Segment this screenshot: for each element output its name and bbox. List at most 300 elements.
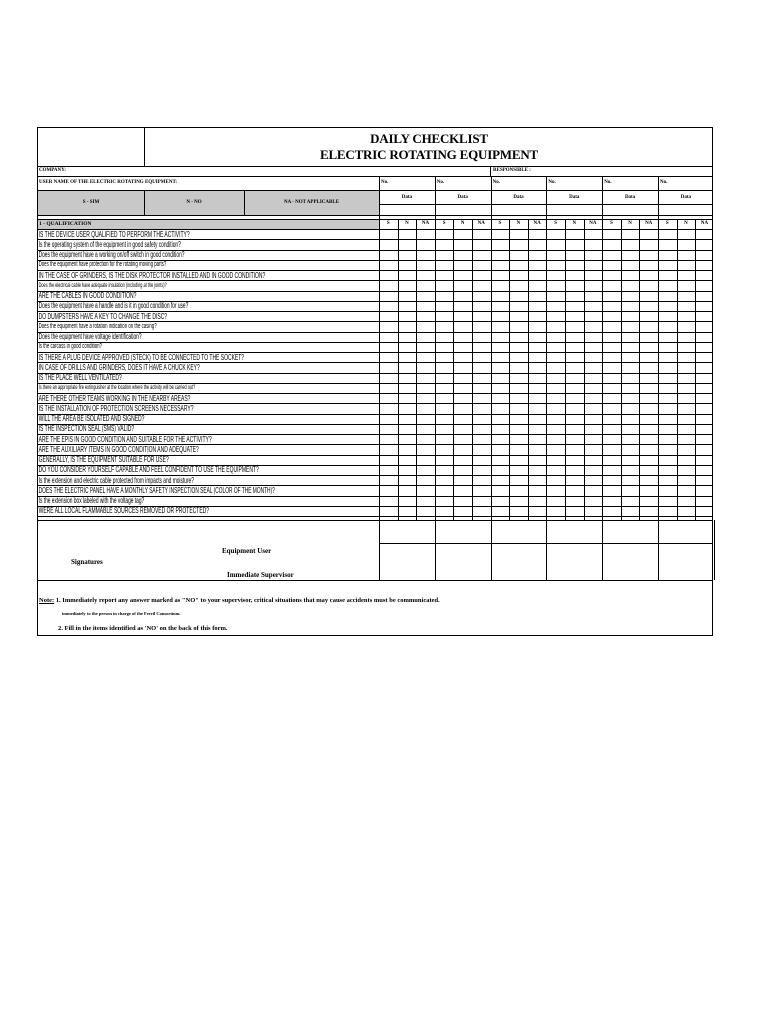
answer-cell[interactable] [435,362,454,372]
answer-cell[interactable] [546,260,565,270]
answer-cell[interactable] [565,434,584,444]
answer-cell[interactable] [639,393,658,403]
answer-cell[interactable] [677,403,696,413]
answer-cell[interactable] [491,239,510,249]
answer-cell[interactable] [546,414,565,424]
answer-cell[interactable] [677,280,696,290]
answer-cell[interactable] [453,301,472,311]
answer-cell[interactable] [379,475,398,485]
answer-cell[interactable] [379,393,398,403]
answer-cell[interactable] [584,465,603,475]
answer-cell[interactable] [491,465,510,475]
answer-cell[interactable] [639,229,658,239]
answer-cell[interactable] [416,301,435,311]
answer-cell[interactable] [398,475,417,485]
answer-cell[interactable] [435,403,454,413]
answer-cell[interactable] [398,250,417,260]
answer-cell[interactable] [528,291,547,301]
answer-cell[interactable] [677,414,696,424]
answer-cell[interactable] [398,260,417,270]
answer-cell[interactable] [453,250,472,260]
answer-cell[interactable] [416,414,435,424]
answer-cell[interactable] [453,311,472,321]
answer-cell[interactable] [509,342,528,352]
signature-user-field[interactable] [658,520,714,543]
answer-cell[interactable] [379,465,398,475]
answer-cell[interactable] [677,342,696,352]
answer-cell[interactable] [435,485,454,495]
answer-cell[interactable] [658,291,677,301]
answer-cell[interactable] [379,383,398,393]
answer-cell[interactable] [565,444,584,454]
answer-cell[interactable] [584,301,603,311]
answer-cell[interactable] [491,424,510,434]
answer-cell[interactable] [639,434,658,444]
answer-cell[interactable] [602,485,621,495]
answer-cell[interactable] [658,270,677,280]
answer-cell[interactable] [677,239,696,249]
answer-cell[interactable] [677,444,696,454]
answer-cell[interactable] [621,260,640,270]
answer-cell[interactable] [602,496,621,506]
answer-cell[interactable] [677,373,696,383]
answer-cell[interactable] [435,321,454,331]
answer-cell[interactable] [602,342,621,352]
answer-cell[interactable] [416,444,435,454]
answer-cell[interactable] [584,393,603,403]
answer-cell[interactable] [435,291,454,301]
answer-cell[interactable] [677,455,696,465]
answer-cell[interactable] [546,455,565,465]
answer-cell[interactable] [509,332,528,342]
answer-cell[interactable] [546,506,565,516]
answer-cell[interactable] [416,496,435,506]
answer-cell[interactable] [435,383,454,393]
answer-cell[interactable] [584,280,603,290]
answer-cell[interactable] [435,311,454,321]
answer-cell[interactable] [621,424,640,434]
answer-cell[interactable] [602,455,621,465]
answer-cell[interactable] [695,239,714,249]
answer-cell[interactable] [658,444,677,454]
answer-cell[interactable] [546,301,565,311]
answer-cell[interactable] [546,485,565,495]
answer-cell[interactable] [491,506,510,516]
answer-cell[interactable] [379,291,398,301]
answer-cell[interactable] [491,280,510,290]
answer-cell[interactable] [639,301,658,311]
answer-cell[interactable] [658,465,677,475]
answer-cell[interactable] [416,455,435,465]
answer-cell[interactable] [565,321,584,331]
answer-cell[interactable] [491,414,510,424]
answer-cell[interactable] [658,424,677,434]
answer-cell[interactable] [435,250,454,260]
answer-cell[interactable] [435,455,454,465]
answer-cell[interactable] [677,383,696,393]
answer-cell[interactable] [639,291,658,301]
answer-cell[interactable] [453,239,472,249]
answer-cell[interactable] [677,434,696,444]
answer-cell[interactable] [528,465,547,475]
answer-cell[interactable] [398,229,417,239]
answer-cell[interactable] [546,352,565,362]
answer-cell[interactable] [621,362,640,372]
answer-cell[interactable] [379,301,398,311]
answer-cell[interactable] [677,424,696,434]
answer-cell[interactable] [472,393,491,403]
answer-cell[interactable] [398,239,417,249]
answer-cell[interactable] [546,311,565,321]
answer-cell[interactable] [658,332,677,342]
answer-cell[interactable] [453,403,472,413]
answer-cell[interactable] [677,311,696,321]
answer-cell[interactable] [546,239,565,249]
answer-cell[interactable] [546,496,565,506]
answer-cell[interactable] [453,229,472,239]
answer-cell[interactable] [658,311,677,321]
signature-supervisor-field[interactable] [658,543,714,580]
answer-cell[interactable] [416,352,435,362]
answer-cell[interactable] [509,321,528,331]
answer-cell[interactable] [509,362,528,372]
answer-cell[interactable] [695,270,714,280]
answer-cell[interactable] [621,291,640,301]
answer-cell[interactable] [565,352,584,362]
answer-cell[interactable] [546,424,565,434]
answer-cell[interactable] [584,342,603,352]
answer-cell[interactable] [435,373,454,383]
answer-cell[interactable] [379,424,398,434]
answer-cell[interactable] [398,496,417,506]
answer-cell[interactable] [491,373,510,383]
answer-cell[interactable] [398,301,417,311]
answer-cell[interactable] [528,362,547,372]
answer-cell[interactable] [453,373,472,383]
answer-cell[interactable] [602,414,621,424]
answer-cell[interactable] [435,342,454,352]
answer-cell[interactable] [453,352,472,362]
answer-cell[interactable] [621,475,640,485]
answer-cell[interactable] [379,270,398,280]
answer-cell[interactable] [602,239,621,249]
answer-cell[interactable] [528,373,547,383]
answer-cell[interactable] [677,475,696,485]
answer-cell[interactable] [602,229,621,239]
answer-cell[interactable] [584,250,603,260]
answer-cell[interactable] [677,485,696,495]
answer-cell[interactable] [565,311,584,321]
answer-cell[interactable] [398,280,417,290]
answer-cell[interactable] [491,362,510,372]
answer-cell[interactable] [546,321,565,331]
answer-cell[interactable] [528,434,547,444]
answer-cell[interactable] [472,485,491,495]
answer-cell[interactable] [472,444,491,454]
answer-cell[interactable] [398,403,417,413]
answer-cell[interactable] [658,260,677,270]
answer-cell[interactable] [491,311,510,321]
answer-cell[interactable] [509,239,528,249]
answer-cell[interactable] [602,280,621,290]
answer-cell[interactable] [472,455,491,465]
answer-cell[interactable] [472,414,491,424]
answer-cell[interactable] [491,321,510,331]
answer-cell[interactable] [677,465,696,475]
answer-cell[interactable] [472,465,491,475]
answer-cell[interactable] [602,301,621,311]
answer-cell[interactable] [602,475,621,485]
answer-cell[interactable] [677,260,696,270]
answer-cell[interactable] [435,229,454,239]
answer-cell[interactable] [416,393,435,403]
answer-cell[interactable] [398,342,417,352]
answer-cell[interactable] [658,301,677,311]
answer-cell[interactable] [602,465,621,475]
answer-cell[interactable] [565,260,584,270]
answer-cell[interactable] [472,270,491,280]
answer-cell[interactable] [528,239,547,249]
answer-cell[interactable] [491,229,510,239]
answer-cell[interactable] [658,250,677,260]
answer-cell[interactable] [546,291,565,301]
answer-cell[interactable] [565,475,584,485]
answer-cell[interactable] [565,465,584,475]
answer-cell[interactable] [453,496,472,506]
answer-cell[interactable] [639,362,658,372]
answer-cell[interactable] [472,373,491,383]
answer-cell[interactable] [528,424,547,434]
answer-cell[interactable] [435,475,454,485]
answer-cell[interactable] [398,393,417,403]
answer-cell[interactable] [435,434,454,444]
answer-cell[interactable] [398,321,417,331]
answer-cell[interactable] [416,291,435,301]
answer-cell[interactable] [584,475,603,485]
answer-cell[interactable] [453,424,472,434]
answer-cell[interactable] [621,352,640,362]
answer-cell[interactable] [435,280,454,290]
answer-cell[interactable] [528,342,547,352]
answer-cell[interactable] [677,270,696,280]
answer-cell[interactable] [621,280,640,290]
answer-cell[interactable] [621,383,640,393]
answer-cell[interactable] [435,424,454,434]
answer-cell[interactable] [435,270,454,280]
answer-cell[interactable] [658,362,677,372]
answer-cell[interactable] [695,506,714,516]
answer-cell[interactable] [584,424,603,434]
answer-cell[interactable] [621,393,640,403]
answer-cell[interactable] [602,383,621,393]
answer-cell[interactable] [565,280,584,290]
answer-cell[interactable] [695,393,714,403]
answer-cell[interactable] [435,260,454,270]
answer-cell[interactable] [621,270,640,280]
answer-cell[interactable] [435,239,454,249]
answer-cell[interactable] [695,465,714,475]
answer-cell[interactable] [658,475,677,485]
answer-cell[interactable] [416,403,435,413]
answer-cell[interactable] [509,280,528,290]
answer-cell[interactable] [398,506,417,516]
answer-cell[interactable] [491,260,510,270]
answer-cell[interactable] [491,455,510,465]
answer-cell[interactable] [639,342,658,352]
answer-cell[interactable] [621,301,640,311]
answer-cell[interactable] [639,270,658,280]
answer-cell[interactable] [602,506,621,516]
answer-cell[interactable] [584,455,603,465]
answer-cell[interactable] [677,362,696,372]
answer-cell[interactable] [639,414,658,424]
answer-cell[interactable] [509,260,528,270]
answer-cell[interactable] [639,485,658,495]
answer-cell[interactable] [658,321,677,331]
answer-cell[interactable] [453,383,472,393]
answer-cell[interactable] [509,414,528,424]
answer-cell[interactable] [658,393,677,403]
answer-cell[interactable] [584,291,603,301]
answer-cell[interactable] [416,506,435,516]
answer-cell[interactable] [695,496,714,506]
answer-cell[interactable] [509,311,528,321]
answer-cell[interactable] [509,291,528,301]
answer-cell[interactable] [435,506,454,516]
answer-cell[interactable] [621,332,640,342]
answer-cell[interactable] [602,434,621,444]
answer-cell[interactable] [453,485,472,495]
answer-cell[interactable] [416,465,435,475]
answer-cell[interactable] [584,311,603,321]
answer-cell[interactable] [546,475,565,485]
answer-cell[interactable] [398,311,417,321]
answer-cell[interactable] [677,352,696,362]
answer-cell[interactable] [584,506,603,516]
answer-cell[interactable] [472,332,491,342]
answer-cell[interactable] [435,352,454,362]
answer-cell[interactable] [546,383,565,393]
answer-cell[interactable] [546,342,565,352]
answer-cell[interactable] [509,301,528,311]
answer-cell[interactable] [416,311,435,321]
answer-cell[interactable] [565,239,584,249]
answer-cell[interactable] [509,455,528,465]
answer-cell[interactable] [584,414,603,424]
answer-cell[interactable] [621,403,640,413]
answer-cell[interactable] [528,383,547,393]
answer-cell[interactable] [602,250,621,260]
answer-cell[interactable] [528,270,547,280]
answer-cell[interactable] [677,506,696,516]
answer-cell[interactable] [398,485,417,495]
answer-cell[interactable] [491,403,510,413]
answer-cell[interactable] [639,260,658,270]
signature-user-field[interactable] [379,520,435,543]
answer-cell[interactable] [509,373,528,383]
answer-cell[interactable] [472,260,491,270]
answer-cell[interactable] [416,424,435,434]
answer-cell[interactable] [639,352,658,362]
answer-cell[interactable] [453,270,472,280]
answer-cell[interactable] [491,496,510,506]
answer-cell[interactable] [435,301,454,311]
answer-cell[interactable] [602,362,621,372]
answer-cell[interactable] [695,434,714,444]
answer-cell[interactable] [528,485,547,495]
answer-cell[interactable] [491,444,510,454]
answer-cell[interactable] [491,291,510,301]
answer-cell[interactable] [621,414,640,424]
answer-cell[interactable] [491,393,510,403]
answer-cell[interactable] [472,475,491,485]
answer-cell[interactable] [546,403,565,413]
answer-cell[interactable] [565,455,584,465]
answer-cell[interactable] [677,301,696,311]
answer-cell[interactable] [658,280,677,290]
answer-cell[interactable] [658,383,677,393]
answer-cell[interactable] [379,280,398,290]
answer-cell[interactable] [472,301,491,311]
answer-cell[interactable] [379,311,398,321]
answer-cell[interactable] [379,239,398,249]
answer-cell[interactable] [658,352,677,362]
answer-cell[interactable] [546,280,565,290]
answer-cell[interactable] [695,475,714,485]
answer-cell[interactable] [621,465,640,475]
answer-cell[interactable] [509,465,528,475]
answer-cell[interactable] [416,229,435,239]
answer-cell[interactable] [565,424,584,434]
answer-cell[interactable] [379,229,398,239]
answer-cell[interactable] [398,455,417,465]
answer-cell[interactable] [584,485,603,495]
answer-cell[interactable] [565,393,584,403]
answer-cell[interactable] [695,362,714,372]
answer-cell[interactable] [398,383,417,393]
answer-cell[interactable] [602,373,621,383]
answer-cell[interactable] [602,291,621,301]
answer-cell[interactable] [677,321,696,331]
answer-cell[interactable] [379,260,398,270]
answer-cell[interactable] [602,311,621,321]
answer-cell[interactable] [639,465,658,475]
answer-cell[interactable] [695,291,714,301]
answer-cell[interactable] [584,362,603,372]
answer-cell[interactable] [398,434,417,444]
answer-cell[interactable] [398,424,417,434]
answer-cell[interactable] [379,352,398,362]
answer-cell[interactable] [639,383,658,393]
answer-cell[interactable] [416,434,435,444]
answer-cell[interactable] [584,434,603,444]
answer-cell[interactable] [398,362,417,372]
answer-cell[interactable] [602,321,621,331]
answer-cell[interactable] [491,485,510,495]
answer-cell[interactable] [528,444,547,454]
answer-cell[interactable] [453,291,472,301]
answer-cell[interactable] [509,383,528,393]
answer-cell[interactable] [658,229,677,239]
answer-cell[interactable] [639,496,658,506]
answer-cell[interactable] [509,393,528,403]
answer-cell[interactable] [453,280,472,290]
answer-cell[interactable] [695,301,714,311]
answer-cell[interactable] [621,342,640,352]
answer-cell[interactable] [379,403,398,413]
answer-cell[interactable] [639,373,658,383]
answer-cell[interactable] [435,332,454,342]
